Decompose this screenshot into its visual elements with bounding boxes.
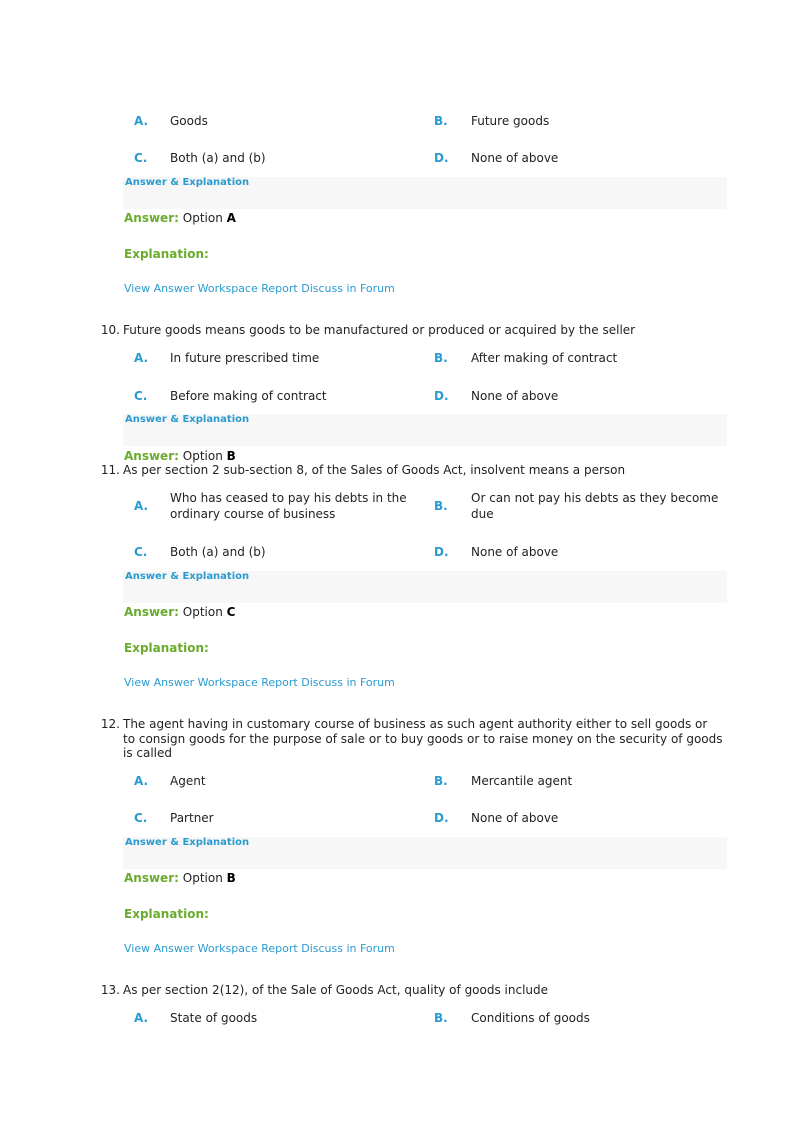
view-answer-link[interactable]: View Answer [124, 676, 195, 689]
option-b-text: Conditions of goods [471, 1011, 590, 1025]
answer-value: B [226, 449, 236, 463]
answer-value: A [226, 211, 236, 225]
option-letter-d: D. [434, 151, 449, 165]
option-letter-c: C. [134, 389, 148, 403]
question-number: 13. [100, 983, 120, 997]
option-letter-b: B. [434, 351, 448, 365]
option-letter-b: B. [434, 774, 448, 788]
option-d-text: None of above [471, 151, 559, 165]
option-letter-d: D. [434, 389, 449, 403]
question-links [124, 676, 395, 689]
answer-prefix: Option [182, 871, 223, 885]
explanation-label: Explanation: [124, 247, 209, 261]
answer-line [124, 605, 235, 619]
answer-explanation-bar[interactable] [123, 177, 727, 209]
option-c-text: Before making of contract [170, 389, 327, 403]
answer-value: B [226, 871, 236, 885]
option-letter-a: A. [134, 351, 149, 365]
question-links [124, 942, 395, 955]
option-b-text: Mercantile agent [471, 774, 573, 788]
answer-explanation-label[interactable]: Answer & Explanation [125, 571, 250, 582]
answer-label: Answer: [124, 211, 179, 225]
option-c-text: Both (a) and (b) [170, 545, 266, 559]
option-c-text: Both (a) and (b) [170, 151, 266, 165]
option-d-text: None of above [471, 811, 559, 825]
option-d-text: None of above [471, 389, 559, 403]
answer-explanation-bar[interactable] [123, 414, 727, 446]
answer-line [124, 449, 236, 463]
discuss-in-forum-link[interactable]: Discuss in Forum [301, 282, 395, 295]
report-link[interactable]: Report [261, 282, 298, 295]
answer-label: Answer: [124, 605, 179, 619]
option-b-text: Future goods [471, 114, 550, 128]
option-letter-c: C. [134, 545, 148, 559]
workspace-link[interactable]: Workspace [197, 676, 258, 689]
option-b-text: Or can not pay his debts as they become due [471, 491, 719, 521]
discuss-in-forum-link[interactable]: Discuss in Forum [301, 676, 395, 689]
discuss-in-forum-link[interactable]: Discuss in Forum [301, 942, 395, 955]
option-letter-c: C. [134, 151, 148, 165]
option-a-text: Agent [170, 774, 206, 788]
answer-label: Answer: [124, 871, 179, 885]
question-text: The agent having in customary course of business as such agent authority either to sell goods or to consign goods for the purpose of sale or to buy goods or to raise money on the security of goods is called [123, 717, 723, 760]
question-text: As per section 2 sub-section 8, of the Sales of Goods Act, insolvent means a person [123, 463, 626, 477]
option-letter-a: A. [134, 774, 149, 788]
answer-explanation-bar[interactable] [123, 837, 727, 869]
option-d-text: None of above [471, 545, 559, 559]
question-number: 10. [100, 323, 120, 337]
option-c-text: Partner [170, 811, 214, 825]
question-links [124, 282, 395, 295]
answer-label: Answer: [124, 449, 179, 463]
view-answer-link[interactable]: View Answer [124, 942, 195, 955]
answer-prefix: Option [182, 211, 223, 225]
option-letter-d: D. [434, 545, 449, 559]
report-link[interactable]: Report [261, 676, 298, 689]
option-letter-d: D. [434, 811, 449, 825]
question-text: Future goods means goods to be manufactured or produced or acquired by the seller [123, 323, 636, 337]
answer-explanation-label[interactable]: Answer & Explanation [125, 414, 250, 425]
option-letter-c: C. [134, 811, 148, 825]
question-number: 11. [100, 463, 120, 477]
workspace-link[interactable]: Workspace [197, 942, 258, 955]
answer-value: C [226, 605, 236, 619]
answer-prefix: Option [182, 449, 223, 463]
option-a-text: In future prescribed time [170, 351, 320, 365]
question-text: As per section 2(12), of the Sale of Goods Act, quality of goods include [123, 983, 549, 997]
view-answer-link[interactable]: View Answer [124, 282, 195, 295]
workspace-link[interactable]: Workspace [197, 282, 258, 295]
answer-line [124, 211, 236, 225]
report-link[interactable]: Report [261, 942, 298, 955]
answer-explanation-label[interactable]: Answer & Explanation [125, 177, 250, 188]
answer-line [124, 871, 236, 885]
option-a-text: Goods [170, 114, 208, 128]
option-a-text: State of goods [170, 1011, 258, 1025]
option-letter-a: A. [134, 114, 149, 128]
option-a-text: Who has ceased to pay his debts in the ordinary course of business [170, 491, 407, 521]
option-letter-a: A. [134, 1011, 149, 1025]
option-letter-b: B. [434, 114, 448, 128]
option-letter-b: B. [434, 499, 448, 513]
answer-prefix: Option [182, 605, 223, 619]
option-letter-b: B. [434, 1011, 448, 1025]
question-number: 12. [100, 717, 120, 731]
explanation-label: Explanation: [124, 907, 209, 921]
answer-explanation-label[interactable]: Answer & Explanation [125, 837, 250, 848]
option-letter-a: A. [134, 499, 149, 513]
answer-explanation-bar[interactable] [123, 571, 727, 603]
option-b-text: After making of contract [471, 351, 618, 365]
explanation-label: Explanation: [124, 641, 209, 655]
